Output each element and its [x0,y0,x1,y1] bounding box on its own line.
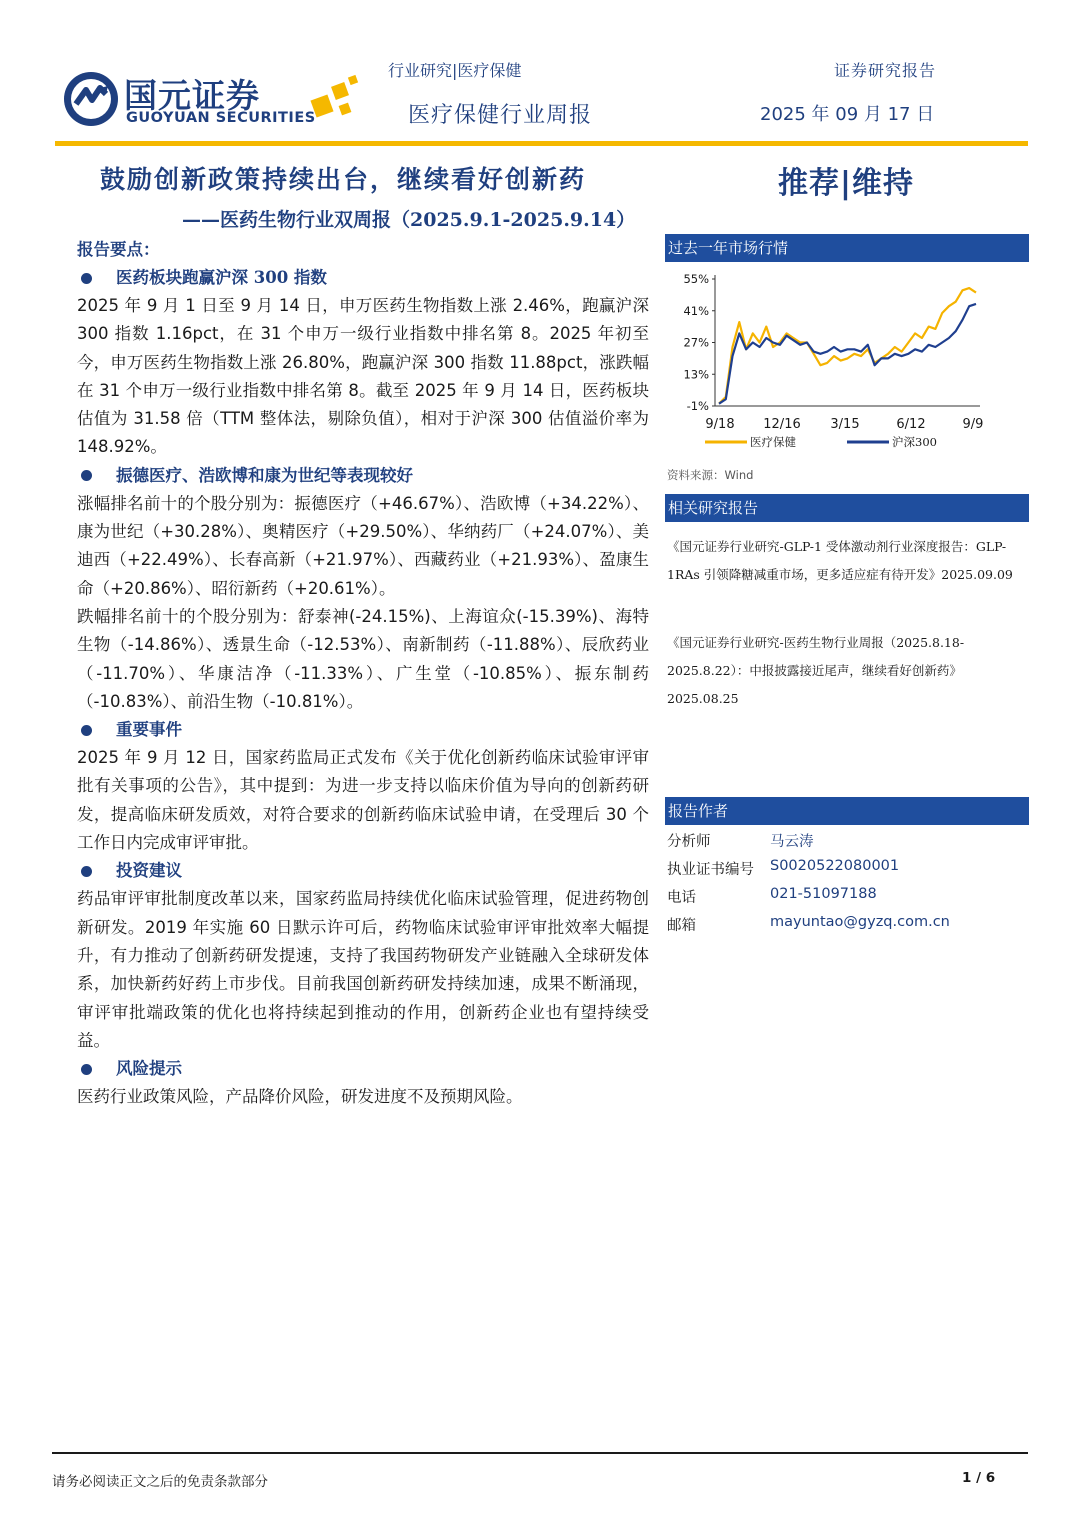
report-date: 2025 年 09 月 17 日 [760,104,935,125]
section-heading-text: 重要事件 [116,720,182,740]
author-section-bar: 报告作者 [665,797,1029,825]
author-name: 马云涛 [770,834,814,850]
author-phone: 021-51097188 [770,886,877,902]
report-type: 证券研究报告 [834,61,937,80]
section-heading-text: 投资建议 [116,861,182,881]
author-label: 电话 [667,890,696,906]
key-points-column [77,236,649,1111]
related-report-item[interactable]: 《国元证券行业研究-医药生物行业周报（2025.8.18-2025.8.22）：中报披露接近尾声，继续看好创新药》2025.08.25 [667,635,965,706]
logo-chinese-name: 国元证券 [124,76,260,115]
section-paragraph: 2025 年 9 月 1 日至 9 月 14 日，申万医药生物指数上涨 2.46%，跑赢沪深 300 指数 1.16pct，在 31 个申万一级行业指数中排名第 8。2025 年初至今，申万医药生物指数上涨 26.80%，跑赢沪深 300 指数 11.88pct，涨跌幅在 31 个申万一级行业指数中排名第 8。截至 2025 年 9 月 14 日，医药板块估值为 31.58 倍（TTM 整体法，剔除负值），相对于沪深 300 估值溢价率为 148.92%。 [77,296,649,457]
related-reports-bar: 相关研究报告 [665,494,1029,522]
section-paragraph: 涨幅排名前十的个股分别为：振德医疗（+46.67%）、浩欧博（+34.22%）、康为世纪（+30.28%）、奥精医疗（+29.50%）、华纳药厂（+24.07%）、美迪西（+22.49%）、长春高新（+21.97%）、西藏药业（+21.93%）、盈康生命（+20.86%）、昭衍新药（+20.61%）。 [77,493,649,598]
rating-badge: 推荐|维持 [778,166,914,201]
chart-y-tick-label: 27% [683,335,709,350]
chart-legend-label: 沪深300 [892,435,937,449]
section-heading-text: 振德医疗、浩欧博和康为世纪等表现较好 [116,465,413,485]
author-label: 执业证书编号 [667,862,754,878]
section-heading-text: 风险提示 [116,1059,182,1079]
section-heading [77,857,649,885]
key-points-heading: 报告要点： [77,240,160,259]
chart-series-line-1 [719,304,976,404]
chart-legend-label: 医疗保健 [750,435,796,449]
footer-divider [52,1452,1028,1454]
chart-x-tick-label: 12/16 [763,417,801,432]
market-section-bar: 过去一年市场行情 [665,234,1029,262]
chart-x-tick-label: 9/9 [962,417,984,432]
chart-y-tick-label: 41% [683,303,709,318]
author-email[interactable]: mayuntao@gyzq.com.cn [770,914,950,930]
chart-y-tick-label: 13% [683,367,709,382]
chart-x-tick-label: 9/18 [705,417,735,432]
chart-y-tick-label: 55% [683,272,709,286]
section-heading [77,1055,649,1083]
chart-source: 资料来源：Wind [667,468,754,482]
section-heading [77,264,649,292]
bullet-icon [81,725,92,736]
page-subtitle: ——医药生物行业双周报（2025.9.1-2025.9.14） [182,209,636,231]
section-paragraph: 药品审评审批制度改革以来，国家药监局持续优化临床试验管理，促进药物创新研发。2019 年实施 60 日默示许可后，药物临床试验审评审批效率大幅提升，有力推动了创新药研发提速，支持了我国药物研发产业链融入全球研发体系，加快新药好药上市步伐。目前我国创新药研发持续加速，成果不断涌现，审评审批端政策的优化也将持续起到推动的作用，创新药企业也有望持续受益。 [77,889,649,1050]
report-series-title: 医疗保健行业周报 [408,103,593,128]
section-paragraph: 医药行业政策风险，产品降价风险，研发进度不及预期风险。 [77,1087,523,1107]
bullet-icon [81,273,92,284]
guoyuan-logo-icon [62,70,120,128]
market-chart [665,264,1029,464]
section-heading [77,462,649,490]
page-number: 1 / 6 [962,1470,996,1486]
section-paragraph: 2025 年 9 月 12 日，国家药监局正式发布《关于优化创新药临床试验审评审批有关事项的公告》，其中提到：为进一步支持以临床价值为导向的创新药研发，提高临床研发质效，对符合要求的创新药临床试验申请，在受理后 30 个工作日内完成审评审批。 [77,748,649,853]
page-title: 鼓励创新政策持续出台，继续看好创新药 [100,165,587,194]
logo-english-name: GUOYUAN SECURITIES [126,110,316,126]
related-report-item[interactable]: 《国元证券行业研究-GLP-1 受体激动剂行业深度报告：GLP-1RAs 引领降糖减重市场，更多适应症有待开发》2025.09.09 [667,539,1013,582]
report-category: 行业研究|医疗保健 [388,61,522,80]
footer-disclaimer: 请务必阅读正文之后的免责条款部分 [52,1474,268,1490]
logo-stars-icon [305,72,360,127]
bullet-icon [81,1064,92,1075]
header-divider [55,141,1028,146]
author-certificate: S0020522080001 [770,858,900,874]
bullet-icon [81,866,92,877]
author-label: 分析师 [667,834,711,850]
section-heading [77,716,649,744]
chart-x-tick-label: 3/15 [830,417,860,432]
section-heading-text: 医药板块跑赢沪深 300 指数 [116,268,327,287]
section-paragraph: 跌幅排名前十的个股分别为：舒泰神(-24.15%)、上海谊众(-15.39%)、海特生物（-14.86%）、透景生命（-12.53%）、南新制药（-11.88%）、辰欣药业（-11.70%）、华康洁净（-11.33%）、广生堂（-10.85%）、振东制药（-10.83%）、前沿生物（-10.81%）。 [77,606,649,711]
chart-x-tick-label: 6/12 [896,417,926,432]
chart-y-tick-label: -1% [686,399,709,413]
author-label: 邮箱 [667,918,696,934]
bullet-icon [81,470,92,481]
